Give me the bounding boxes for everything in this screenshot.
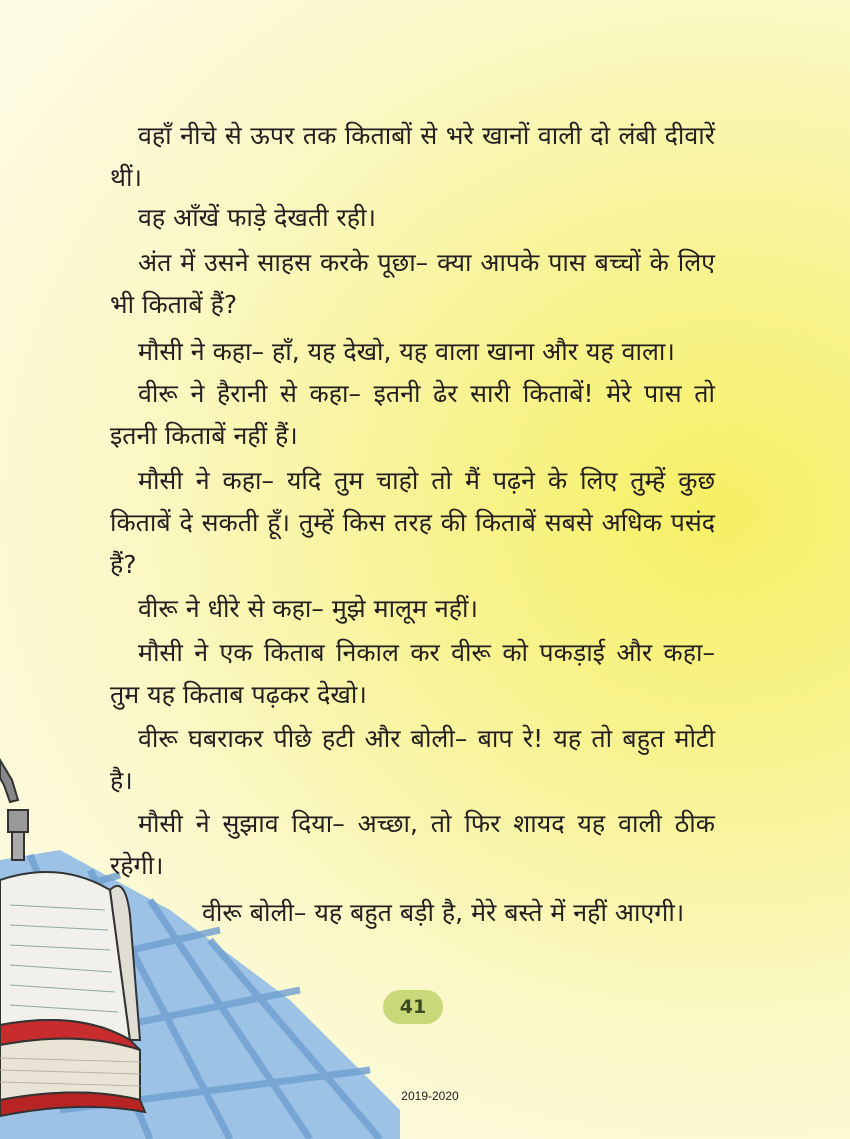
page-number-badge: 41 bbox=[383, 990, 443, 1024]
paragraph-11: वीरू बोली– यह बहुत बड़ी है, मेरे बस्ते में नहीं आएगी। bbox=[202, 898, 685, 927]
paragraph-8: मौसी ने एक किताब निकाल कर वीरू को पकड़ाई और कहा– तुम यह किताब पढ़कर देखो। bbox=[110, 638, 715, 709]
paragraph-7: वीरू ने धीरे से कहा– मुझे मालूम नहीं। bbox=[138, 594, 479, 623]
paragraph-4: मौसी ने कहा– हाँ, यह देखो, यह वाला खाना और यह वाला। bbox=[138, 337, 675, 366]
paragraph-9: वीरू घबराकर पीछे हटी और बोली– बाप रे! यह तो बहुत मोटी है। bbox=[110, 724, 715, 795]
paragraph-3: अंत में उसने साहस करके पूछा– क्या आपके पास बच्चों के लिए भी किताबें हैं? bbox=[110, 248, 715, 319]
paragraph-1: वहाँ नीचे से ऊपर तक किताबों से भरे खानों वाली दो लंबी दीवारें थीं। bbox=[110, 121, 715, 192]
paragraph-2: वह आँखें फाड़े देखती रही। bbox=[138, 203, 376, 232]
paragraph-6: मौसी ने कहा– यदि तुम चाहो तो मैं पढ़ने के लिए तुम्हें कुछ किताबें दे सकती हूँ। तुम्हें किस तरह की किताबें सबसे अधिक पसंद हैं? bbox=[110, 466, 715, 579]
paragraph-10: मौसी ने सुझाव दिया– अच्छा, तो फिर शायद यह वाली ठीक रहेगी। bbox=[110, 809, 715, 880]
edition-year: 2019-2020 bbox=[401, 1089, 459, 1103]
paragraph-5: वीरू ने हैरानी से कहा– इतनी ढेर सारी किताबें! मेरे पास तो इतनी किताबें नहीं हैं। bbox=[110, 379, 715, 450]
